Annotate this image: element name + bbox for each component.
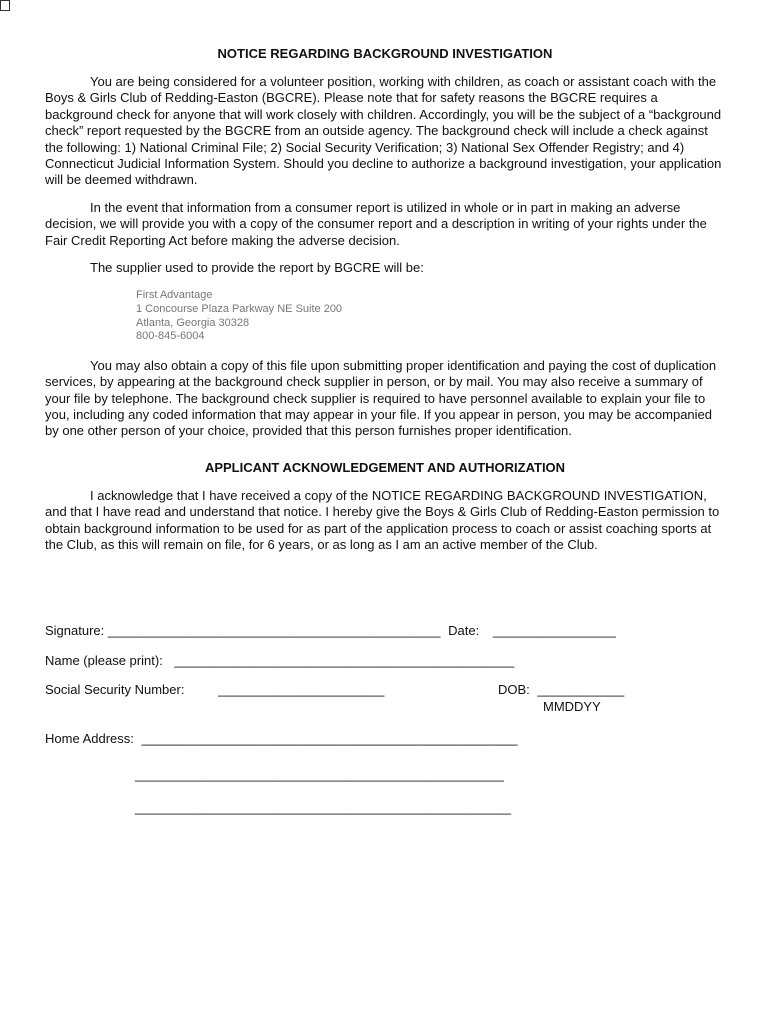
acknowledgement-paragraph: I acknowledge that I have received a copy of the NOTICE REGARDING BACKGROUND INVESTIGATION, and that I have read and understand that notice. I hereby give the Boys & Girls Club of Redding-Easton permission to obtain background information to be used for as part of the application process to coach or assist coaching sports at the Club, as this will remain on file, for 6 years, or as long as I am an active member of the Club. (45, 487, 720, 553)
notice-paragraph-3: The supplier used to provide the report by BGCRE will be: (90, 260, 424, 276)
notice-paragraph-1: You are being considered for a volunteer position, working with children, as coach or assistant coach with the Boys & Girls Club of Redding-Easton (BGCRE). Please note that for safety reasons the BGCRE requires a background check for anyone that will work closely with children. Accordingly, you will be the subject of a “background check” report requested by the BGCRE from an outside agency. The background check will include a check against the following: 1) National Criminal File; 2) Social Security Verification; 3) National Sex Offender Registry; and 4) Connecticut Judicial Information System. Should you decline to authorize a background investigation, your application will be deemed withdrawn. (45, 74, 722, 188)
supplier-street: 1 Concourse Plaza Parkway NE Suite 200 (136, 303, 343, 316)
dob-row (498, 682, 624, 697)
signature-field[interactable]: ______________________________________________ (107, 623, 441, 638)
signature-row (45, 623, 616, 638)
acknowledgement-title: APPLICANT ACKNOWLEDGEMENT AND AUTHORIZATION (204, 459, 566, 475)
notice-title: NOTICE REGARDING BACKGROUND INVESTIGATION (217, 46, 553, 61)
supplier-address (136, 289, 725, 343)
notice-paragraph-2: In the event that information from a consumer report is utilized in whole or in part in making an adverse decision, we will provide you with a copy of the consumer report and a description in writing of your rights under the Fair Credit Reporting Act before making the adverse decision. (45, 199, 707, 248)
ssn-field[interactable]: _______________________ (218, 682, 385, 697)
name-row (45, 653, 514, 668)
signature-label: Signature: (45, 623, 105, 638)
address-field-1[interactable]: ____________________________________________________ (141, 731, 518, 746)
name-label: Name (please print): (45, 653, 163, 668)
dob-format-hint: MMDDYY (543, 699, 601, 714)
date-field[interactable]: _________________ (492, 623, 616, 638)
address-row (45, 731, 517, 746)
address-field-3[interactable]: ____________________________________________________ (135, 800, 511, 815)
ssn-label: Social Security Number: (45, 682, 185, 697)
name-field[interactable]: _______________________________________________ (174, 653, 515, 668)
ssn-row (45, 682, 384, 697)
address-label: Home Address: (45, 731, 134, 746)
dob-label: DOB: (498, 682, 530, 697)
notice-document (45, 46, 725, 554)
notice-paragraph-4: You may also obtain a copy of this file upon submitting proper identification and paying the cost of duplication services, by appearing at the background check supplier in person, or by mail. You may also receive a summary of your file by telephone. The background check supplier is required to have personnel available to explain your file to you, including any coded information that may appear in your file. If you appear in person, you may be accompanied by one other person of your choice, provided that this person furnishes proper identification. (45, 357, 717, 439)
supplier-city: Atlanta, Georgia 30328 (136, 316, 250, 329)
address-field-2[interactable]: ___________________________________________________ (135, 767, 504, 782)
supplier-name: First Advantage (136, 289, 213, 302)
date-label: Date: (448, 623, 480, 638)
dob-field[interactable]: ____________ (537, 682, 625, 697)
supplier-phone: 800-845-6004 (136, 330, 205, 343)
checkbox[interactable] (0, 0, 10, 11)
